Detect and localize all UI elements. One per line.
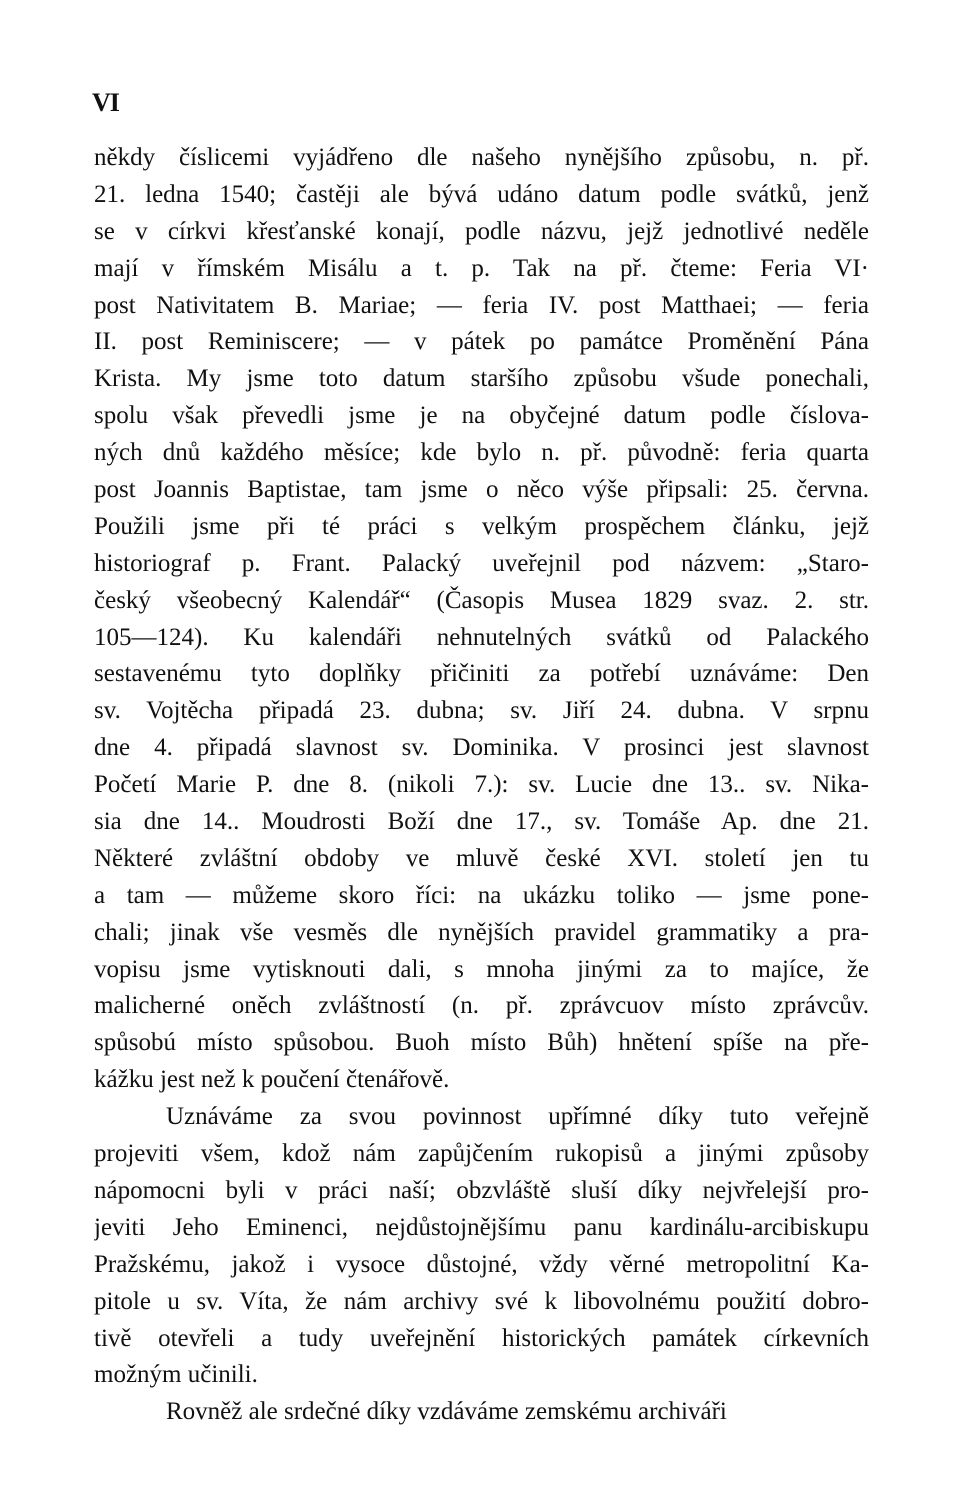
text-line: sia dne 14.. Moudrosti Boží dne 17., sv. Tomáše Ap. dne 21. (94, 808, 869, 836)
text-line: spolu však převedli jsme je na obyčejné datum podle číslova- (94, 402, 869, 430)
text-line: se v církvi křesťanské konají, podle názvu, jejž jednotlivé neděle (94, 217, 869, 245)
text-line: mají v římském Misálu a t. p. Tak na př. čteme: Feria VI· (94, 254, 869, 282)
text-line: Početí Marie P. dne 8. (nikoli 7.): sv. Lucie dne 13.. sv. Nika- (94, 771, 869, 799)
text-line: chali; jinak vše vesměs dle nynějších pravidel grammatiky a pra- (94, 918, 869, 946)
text-line: český všeobecný Kalendář“ (Časopis Musea 1829 svaz. 2. str. (94, 586, 869, 614)
text-line: malicherné oněch zvláštností (n. př. zprávcuov místo zprávcův. (94, 992, 869, 1020)
text-line: Krista. My jsme toto datum staršího způsobu všude ponechali, (94, 365, 869, 393)
text-line: Některé zvláštní obdoby ve mluvě české XVI. století jen tu (94, 844, 869, 872)
text-line: kážku jest než k poučení čtenářově. (94, 1066, 450, 1094)
text-line: někdy číslicemi vyjádřeno dle našeho nynějšího způsobu, n. př. (94, 144, 869, 171)
text-line: post Joannis Baptistae, tam jsme o něco výše připsali: 25. června. (94, 476, 869, 504)
text-line: 21. ledna 1540; častěji ale bývá udáno datum podle svátků, jenž (94, 180, 869, 208)
text-line: historiograf p. Frant. Palacký uveřejnil pod názvem: „Staro- (94, 549, 869, 577)
text-line: Pražskému, jakož i vysoce důstojné, vždy věrné metropolitní Ka- (94, 1250, 869, 1278)
text-line: dne 4. připadá slavnost sv. Dominika. V prosinci jest slavnost (94, 734, 869, 762)
text-line: post Nativitatem B. Mariae; — feria IV. post Matthaei; — feria (94, 291, 869, 319)
text-line: ných dnů každého měsíce; kde bylo n. př. původně: feria quarta (94, 439, 869, 467)
text-line: vopisu jsme vytisknouti dali, s mnoha jinými za to majíce, že (94, 955, 869, 983)
text-line: pitole u sv. Víta, že nám archivy své k libovolnému použití dobro- (94, 1287, 869, 1315)
text-line: spůsobú místo spůsobou. Buoh místo Bůh) hnětení spíše na pře- (94, 1029, 869, 1057)
text-line: 105—124). Ku kalendáři nehnutelných svátků od Palackého (94, 623, 869, 651)
text-line: sv. Vojtěcha připadá 23. dubna; sv. Jiří 24. dubna. V srpnu (94, 697, 869, 725)
text-line: nápomocni byli v práci naší; obzvláště sluší díky nejvřelejší pro- (94, 1176, 869, 1204)
text-line: projeviti všem, kdož nám zapůjčením rukopisů a jinými způsoby (94, 1140, 869, 1168)
text-line: tivě otevřeli a tudy uveřejnění historických památek církevních (94, 1324, 869, 1352)
text-line: a tam — můžeme skoro říci: na ukázku toliko — jsme pone- (94, 881, 869, 909)
text-line: Rovněž ale srdečné díky vzdáváme zemskému archiváři (166, 1398, 727, 1426)
body-text (94, 140, 869, 1431)
text-line: jeviti Jeho Eminenci, nejdůstojnějšímu panu kardinálu-arcibiskupu (94, 1213, 869, 1241)
text-line: možným učinili. (94, 1361, 258, 1389)
text-line: Uznáváme za svou povinnost upřímné díky tuto veřejně (166, 1103, 869, 1131)
text-line: sestavenému tyto doplňky přičiniti za potřebí uznáváme: Den (94, 660, 869, 688)
text-line: Použili jsme při té práci s velkým prospěchem článku, jejž (94, 512, 869, 540)
page-number: VI (92, 88, 119, 117)
text-line: II. post Reminiscere; — v pátek po památce Proměnění Pána (94, 328, 869, 356)
